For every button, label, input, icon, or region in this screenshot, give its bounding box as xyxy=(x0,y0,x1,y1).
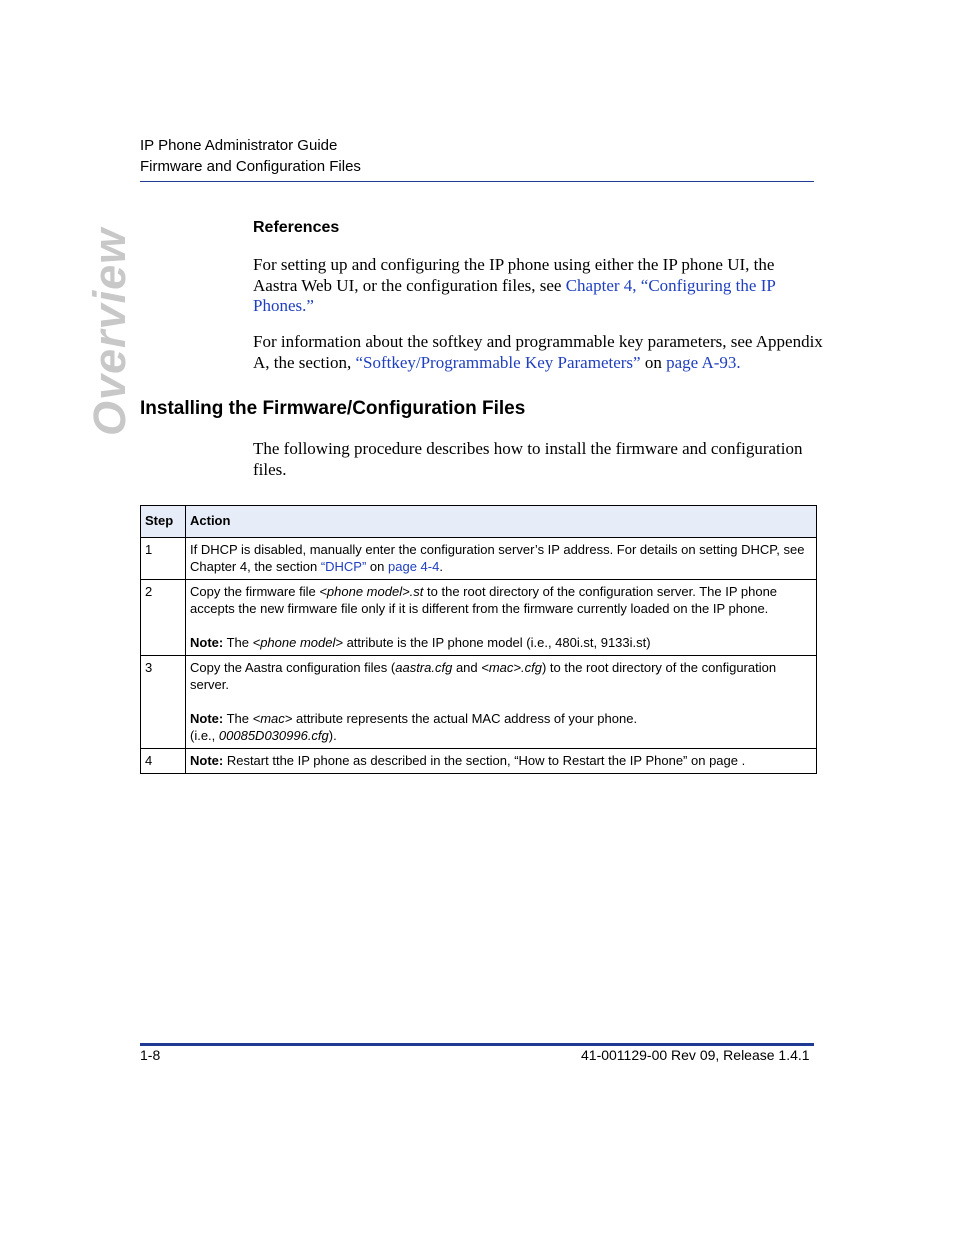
table-row xyxy=(141,656,817,749)
note-attribute: <phone model> xyxy=(252,635,343,650)
references-p2-text: For information about the softkey and programmable key parameters, see Appendix A, the section, xyxy=(253,332,823,372)
action-note xyxy=(190,634,812,651)
action-text: Copy the firmware file xyxy=(190,584,320,599)
action-text: to the root directory of the configuration server. The IP phone accepts the new firmware file only if it is different from the firmware currently loaded on the IP phone. xyxy=(190,584,778,616)
header-section-title: Firmware and Configuration Files xyxy=(140,158,361,175)
link-softkey-parameters[interactable]: “Softkey/Programmable Key Parameters” xyxy=(355,352,641,372)
chapter-side-label: Overview xyxy=(84,227,135,436)
references-p1-text: For setting up and configuring the IP phone using either the IP phone UI, the Aastra Web UI, or the configuration files, see xyxy=(253,255,775,295)
action-filename: aastra.cfg xyxy=(395,660,453,675)
note-text: attribute represents the actual MAC address of your phone. xyxy=(292,711,638,726)
note-attribute: <mac> xyxy=(252,711,293,726)
action-text-mid: on xyxy=(366,559,388,574)
note-label: Note: xyxy=(190,635,224,650)
step-action xyxy=(186,749,817,774)
action-text: Copy the Aastra configuration files ( xyxy=(190,660,396,675)
action-filename: <mac>.cfg xyxy=(481,660,542,675)
step-number: 3 xyxy=(141,656,186,749)
action-text-end: . xyxy=(439,559,443,574)
table-row xyxy=(141,538,817,580)
action-note xyxy=(190,710,812,744)
install-intro: The following procedure describes how to install the firmware and configuration files. xyxy=(253,439,803,479)
action-text: If DHCP is disabled, manually enter the configuration server’s IP address. For details on setting DHCP, see Chapter 4, the section xyxy=(190,542,805,574)
action-text: and xyxy=(452,660,482,675)
action-filename: <phone model>.st xyxy=(319,584,424,599)
step-action xyxy=(186,538,817,580)
note-text: ). xyxy=(328,728,337,743)
references-p2-mid: on xyxy=(640,352,667,372)
link-page-a-93[interactable]: page A-93. xyxy=(666,352,741,372)
references-paragraph-1 xyxy=(253,255,813,317)
note-label: Note: xyxy=(190,711,224,726)
link-page-4-4[interactable]: page 4-4 xyxy=(388,559,440,574)
step-number: 1 xyxy=(141,538,186,580)
note-text: (i.e., xyxy=(190,728,219,743)
column-header-action: Action xyxy=(186,506,817,538)
document-id: 41-001129-00 Rev 09, Release 1.4.1 xyxy=(581,1047,810,1063)
table-row xyxy=(141,749,817,774)
steps-table xyxy=(140,505,817,774)
note-text: The xyxy=(223,635,253,650)
running-header xyxy=(140,135,361,177)
paragraph-gap xyxy=(190,693,812,710)
link-chapter-4[interactable]: Chapter 4, “Configuring the IP Phones.” xyxy=(253,275,776,315)
step-action xyxy=(186,580,817,656)
install-heading: Installing the Firmware/Configuration Files xyxy=(140,398,526,419)
note-label: Note: xyxy=(190,753,224,768)
note-text: Restart tthe IP phone as described in the section, “How to Restart the IP Phone” on page . xyxy=(223,753,746,768)
page-number: 1-8 xyxy=(140,1047,161,1063)
references-heading: References xyxy=(253,219,340,236)
step-number: 2 xyxy=(141,580,186,656)
column-header-step: Step xyxy=(141,506,186,538)
footer-rule xyxy=(140,1043,814,1046)
note-text: attribute is the IP phone model (i.e., 480i.st, 9133i.st) xyxy=(342,635,651,650)
link-dhcp[interactable]: “DHCP” xyxy=(320,559,367,574)
note-filename: 00085D030996.cfg xyxy=(218,728,329,743)
references-paragraph-2 xyxy=(253,332,823,373)
paragraph-gap xyxy=(190,617,812,634)
step-number: 4 xyxy=(141,749,186,774)
table-header-row xyxy=(141,506,817,538)
action-paragraph xyxy=(190,583,812,617)
header-rule xyxy=(140,181,814,182)
action-paragraph xyxy=(190,659,812,693)
step-action xyxy=(186,656,817,749)
header-guide-title: IP Phone Administrator Guide xyxy=(140,137,338,154)
action-text: ) to the root directory of the configuration server. xyxy=(190,660,777,692)
table-row xyxy=(141,580,817,656)
note-text: The xyxy=(223,711,253,726)
